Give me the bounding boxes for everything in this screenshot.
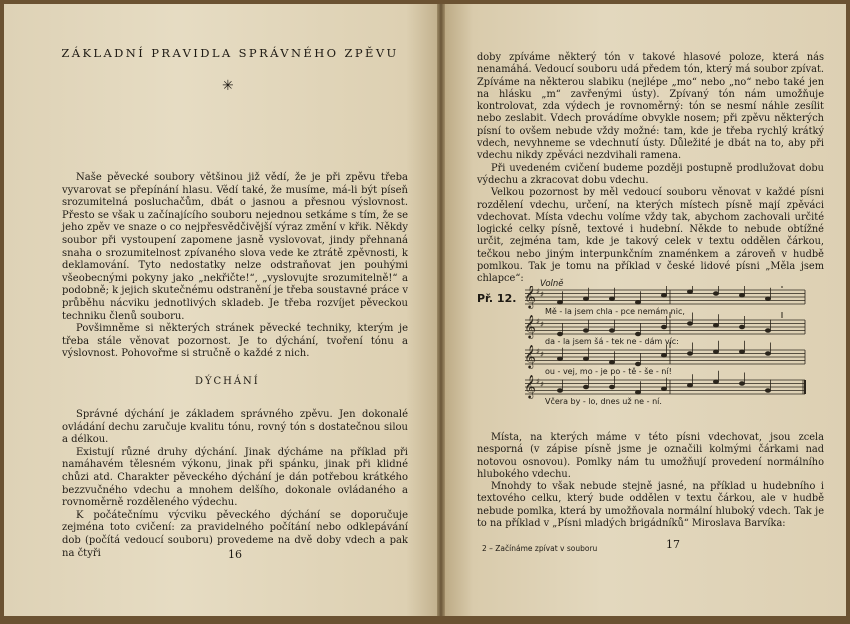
note-head	[713, 350, 718, 354]
sharp-icon: ♯	[540, 320, 544, 329]
music-notation	[520, 286, 810, 411]
chapter-title: ZÁKLADNÍ PRAVIDLA SPRÁVNÉHO ZPĚVU	[61, 46, 399, 60]
note-head	[661, 387, 666, 391]
right-top-text	[477, 52, 824, 286]
left-intro-text	[62, 172, 408, 361]
sharp-icon: ♯	[536, 317, 540, 326]
lyric-line: Včera by - lo, dnes už ne - ní.	[545, 397, 662, 406]
sharp-icon: ♯	[540, 380, 544, 389]
book-spine	[437, 4, 445, 616]
sharp-icon: ♯	[536, 347, 540, 356]
note-head	[765, 329, 770, 333]
note-head	[583, 297, 588, 301]
sharp-icon: ♯	[540, 350, 544, 359]
asterisk-ornament-icon: ✳	[222, 78, 234, 94]
breath-marks	[670, 286, 782, 348]
note-head	[635, 332, 640, 336]
note-head	[609, 360, 614, 364]
note-head	[713, 380, 718, 384]
lyric-line: ou - vej, mo - je po - tě - še - ní!	[545, 367, 672, 376]
lyric-line: da - la jsem šá - tek ne - dám víc:	[545, 337, 679, 346]
note-head	[687, 290, 692, 294]
note-head	[765, 389, 770, 393]
note-head	[713, 292, 718, 296]
treble-clef-icon: 𝄞	[524, 286, 536, 308]
paragraph: doby zpíváme některý tón v takové hlasové poloze, která nás nenamáhá. Vedoucí souboru udá předem tón, který má soubor zpívat. Zpíváme na některou slabiku (nejlépe „mo“ nebo „no“ nebo také jen na hlásku „m“ zavřenými ústy). Zpívaný tón nám umožňuje kontrolovat, zda výdech je rovnoměrný: tón se nesmí náhle zesílit nebo zeslabit. Vdech provádíme obvykle nosem; při zpěvu některých písní to ovšem nebude vždy možné: tam, kde je třeba rychlý krátký vdech, nevyhneme se vdechnutí ústy. Důležité je dbát na to, aby při vdechu nikdy zpěváci nezdvihali ramena.	[477, 52, 824, 162]
treble-clef-icon: 𝄞	[524, 374, 536, 398]
left-breathing-text	[62, 409, 408, 560]
note-head	[765, 297, 770, 301]
paragraph: Mnohdy to však nebude stejně jasné, na příklad u hudebního i textového celku, který bude oddělen v textu čárkou, ale v hudbě nebude pomlka, která by umožňovala normální hluboký vdech. Tak je to na příklad v „Písni mladých brigádníků“ Miroslava Barvíka:	[477, 481, 824, 530]
paragraph: Naše pěvecké soubory většinou již vědí, že je při zpěvu třeba vyvarovat se přepínání hlasu. Vědí také, že musíme, má-li být píseň srozumitelná posluchačům, dbát o jasnou a přesnou výslovnost. Přesto se však u začínajícího souboru nejednou setkáme s tím, že se jeho zpěv ve snaze o co nejpřesvědčivější výraz změní v křik. Někdy soubor při vystoupení zapomene jasně vyslovovat, jindy přehnaná snaha o srozumitelnost zpívaného slova vede ke ztrátě zpěvnosti, k deklamování. Tyto nedostatky nelze odstraňovat jen pouhými všeobecnými pokyny jako „nekřičte!“, „vyslovujte srozumitelně!“ a podobně; k jejich skutečnému odstranění je třeba soustavné práce v průběhu nácviku jednotlivých skladeb. Je třeba rozvíjet pěveckou techniku členů souboru.	[62, 172, 408, 322]
paragraph: Při uvedeném cvičení budeme později postupně prodlužovat dobu výdechu a zkracovat dobu vdechu.	[477, 162, 824, 186]
right-bottom-text	[477, 432, 824, 530]
note-head	[583, 329, 588, 333]
note-head	[687, 352, 692, 356]
note-head	[661, 353, 666, 357]
note-head	[739, 325, 744, 329]
sharp-icon: ♯	[536, 377, 540, 386]
example-label: Př. 12.	[477, 292, 517, 305]
note-head	[687, 383, 692, 387]
section-heading: DÝCHÁNÍ	[195, 376, 260, 387]
treble-clef-icon: 𝄞	[524, 344, 536, 368]
note-head	[739, 293, 744, 297]
sharp-icon: ♯	[536, 287, 540, 296]
paragraph: Povšimněme si některých stránek pěvecké techniky, kterým je třeba stále věnovat pozornost. Je to dýchání, tvoření tónu a výslovnost. Pohovořme si stručně o každé z nich.	[62, 323, 408, 360]
note-head	[635, 390, 640, 394]
note-head	[713, 323, 718, 327]
note-head	[739, 382, 744, 386]
note-head	[687, 322, 692, 326]
note-head	[557, 389, 562, 393]
note-head	[661, 325, 666, 329]
note-head	[609, 385, 614, 389]
paragraph: Místa, na kterých máme v této písni vdechovat, jsou zcela nesporná (v zápise písně jsme je označili kolmými čárkami nad notovou osnovou). Pomlky nám tu umožňují provedení normálního hlubokého vdechu.	[477, 432, 824, 480]
paragraph: Existují různé druhy dýchání. Jinak dýcháme na příklad při namáhavém tělesném výkonu, jinak při spánku, jinak při klidné chůzi atd. Charakter pěveckého dýchání je dán potřebou krátkého bezzvučného vdechu a mnohem delšího, dokonale ovládaného a rovnoměrně rozděleného výdechu.	[62, 446, 408, 509]
note-head	[583, 357, 588, 361]
paragraph: Velkou pozornost by měl vedoucí souboru věnovat v každé písni rozdělení vdechu, určení, na kterých místech písně mají zpěváci vdechovat. Místa vdechu volíme vždy tak, abychom zachovali určité logické celky písně, textové i hudební. Někde to nebude obtížné určit, zejména tam, kde je takový celek v textu oddělen čárkou, tečkou nebo jiným interpunkčním znaménkem a zároveň v hudbě pomlkou. Tak je tomu na příklad v české lidové písni „Měla jsem chlapce“:	[477, 187, 824, 285]
treble-clef-icon: 𝄞	[524, 314, 536, 338]
page-number: 16	[228, 548, 242, 561]
note-head	[765, 352, 770, 356]
note-head	[583, 385, 588, 389]
note-head	[635, 300, 640, 304]
note-head	[557, 357, 562, 361]
note-head	[609, 297, 614, 301]
lyric-line: Mě - la jsem chla - pce nemám nic,	[545, 307, 685, 316]
sharp-icon: ♯	[540, 290, 544, 299]
note-head	[635, 362, 640, 366]
page-number: 17	[666, 538, 680, 551]
note-head	[557, 332, 562, 336]
note-head	[557, 300, 562, 304]
note-head	[661, 293, 666, 297]
note-head	[609, 329, 614, 333]
note-head	[739, 350, 744, 354]
paragraph: K počátečnímu výcviku pěveckého dýchání se doporučuje zejména toto cvičení: za pravidelného počítání nebo odklepávání dob (počítá vedoucí souboru) provedeme na dvě doby vdech a pak na čtyři	[62, 509, 408, 559]
tempo-marking: Volně	[540, 279, 564, 289]
paragraph: Správné dýchání je základem správného zpěvu. Jen dokonalé ovládání dechu zaručuje kvalitu tónu, rovný tón s dostatečnou silou a délkou.	[62, 409, 408, 446]
footer-note: 2 – Začínáme zpívat v souboru	[482, 544, 598, 553]
